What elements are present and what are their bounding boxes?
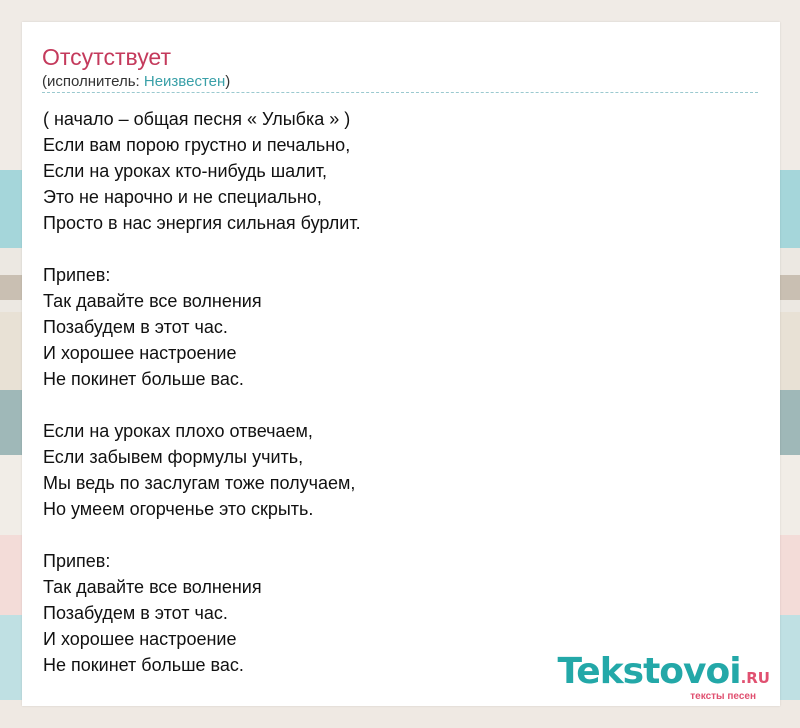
- lyric-line: ( начало – общая песня « Улыбка » ): [43, 109, 351, 129]
- song-title: Отсутствует: [42, 44, 171, 70]
- logo-name: Tekstovoi: [557, 651, 741, 692]
- stanza-gap: [43, 522, 743, 548]
- lyric-line: Позабудем в этот час.: [43, 317, 228, 337]
- stanza-gap: [43, 392, 743, 418]
- lyric-line: И хорошее настроение: [43, 343, 237, 363]
- artist-prefix: (исполнитель:: [42, 73, 144, 90]
- lyric-line: Если вам порою грустно и печально,: [43, 135, 351, 155]
- title-divider: [42, 92, 758, 93]
- lyric-line: Припев:: [43, 551, 111, 571]
- lyric-line: Если на уроках кто-нибудь шалит,: [43, 161, 327, 181]
- lyric-line: И хорошее настроение: [43, 629, 237, 649]
- lyric-line: Просто в нас энергия сильная бурлит.: [43, 213, 361, 233]
- lyric-line: Так давайте все волнения: [43, 291, 262, 311]
- lyric-line: Мы ведь по заслугам тоже получаем,: [43, 473, 356, 493]
- artist-link[interactable]: Неизвестен: [143, 73, 226, 90]
- lyric-line: Так давайте все волнения: [43, 577, 262, 597]
- lyric-line: Если забывем формулы учить,: [43, 447, 304, 467]
- lyric-line: Припев:: [43, 265, 111, 285]
- lyric-line: Если на уроках плохо отвечаем,: [43, 421, 313, 441]
- logo-tagline: тексты песен: [690, 691, 756, 702]
- lyric-line: Не покинет больше вас.: [43, 655, 244, 675]
- logo-tld: .RU: [740, 669, 770, 687]
- artist-suffix: ): [225, 73, 231, 90]
- lyric-line: Позабудем в этот час.: [43, 603, 228, 623]
- artist-line: [42, 73, 230, 91]
- lyrics-text: [43, 106, 743, 678]
- stanza-gap: [43, 236, 743, 262]
- lyric-line: Но умеем огорченье это скрыть.: [43, 499, 314, 519]
- lyric-line: Это не нарочно и не специально,: [43, 187, 322, 207]
- lyrics-card: [22, 22, 780, 706]
- lyric-line: Не покинет больше вас.: [43, 369, 244, 389]
- site-logo[interactable]: [558, 653, 770, 702]
